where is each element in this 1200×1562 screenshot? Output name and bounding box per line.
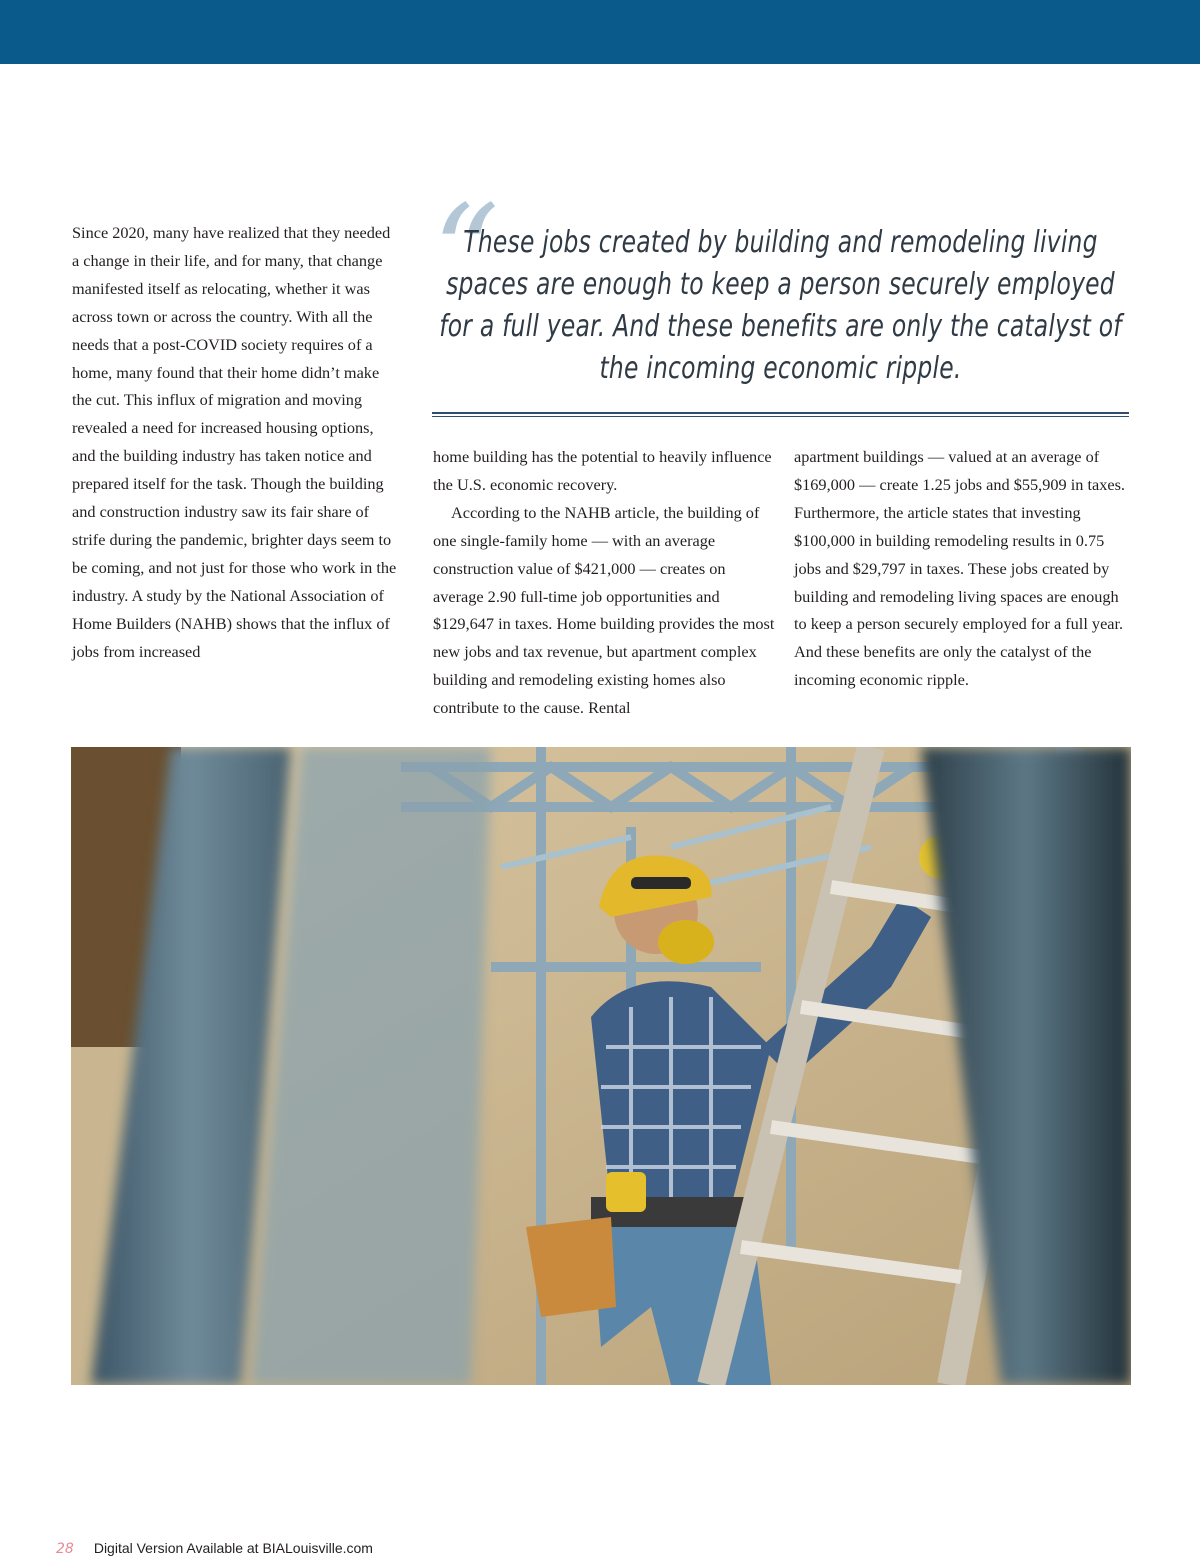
construction-worker-photo [71, 747, 1131, 1385]
article-paragraph: apartment buildings — valued at an average of $169,000 — create 1.25 jobs and $55,909 in taxes. Furthermore, the article states that investing $100,000 in building remodeling results in 0.75 jobs and $29,797 in taxes. These jobs created by building and remodeling living spaces are enough to keep a person securely employed for a full year. And these benefits are only the catalyst of the incoming economic ripple. [794, 447, 1125, 690]
article-column-3 [794, 443, 1132, 694]
footer-note: Digital Version Available at BIALouisville.com [93, 1540, 373, 1556]
photo-illustration [71, 747, 1131, 1385]
pull-quote [432, 177, 1129, 420]
page-footer [56, 1540, 373, 1562]
article-paragraph: home building has the potential to heavily influence the U.S. economic recovery. [433, 447, 772, 494]
header-band [0, 0, 1200, 64]
page-number: 28 [56, 1541, 74, 1557]
quote-mark-icon: “ [432, 177, 500, 331]
pull-quote-text-wrap [439, 222, 1122, 390]
pull-quote-text: These jobs created by building and remodeling living spaces are enough to keep a person securely employed for a full year. And these benefits are only the catalyst of the incoming economic ripple. [439, 225, 1122, 386]
pull-quote-rule-bottom [432, 416, 1129, 417]
article-paragraph: According to the NAHB article, the building of one single-family home — with an average construction value of $421,000 — creates on average 2.90 full-time job opportunities and $129,647 in taxes. Home building provides the most new jobs and tax revenue, but apartment complex building and remodeling existing homes also contribute to the cause. Rental [433, 502, 775, 718]
article-paragraph: Since 2020, many have realized that they needed a change in their life, and for many, that change manifested itself as relocating, whether it was across town or across the country. With all the needs that a post-COVID society requires of a home, many found that their home didn’t make the cut. This influx of migration and moving revealed a need for increased housing options, and the building industry has taken notice and prepared itself for the task. Though the building and construction industry saw its fair share of strife during the pandemic, brighter days seem to be coming, and not just for those who work in the industry. A study by the National Association of Home Builders (NAHB) shows that the influx of jobs from increased [72, 223, 397, 661]
article-column-1 [72, 219, 400, 666]
article-column-2 [433, 443, 775, 722]
pull-quote-rule-top [432, 412, 1129, 414]
